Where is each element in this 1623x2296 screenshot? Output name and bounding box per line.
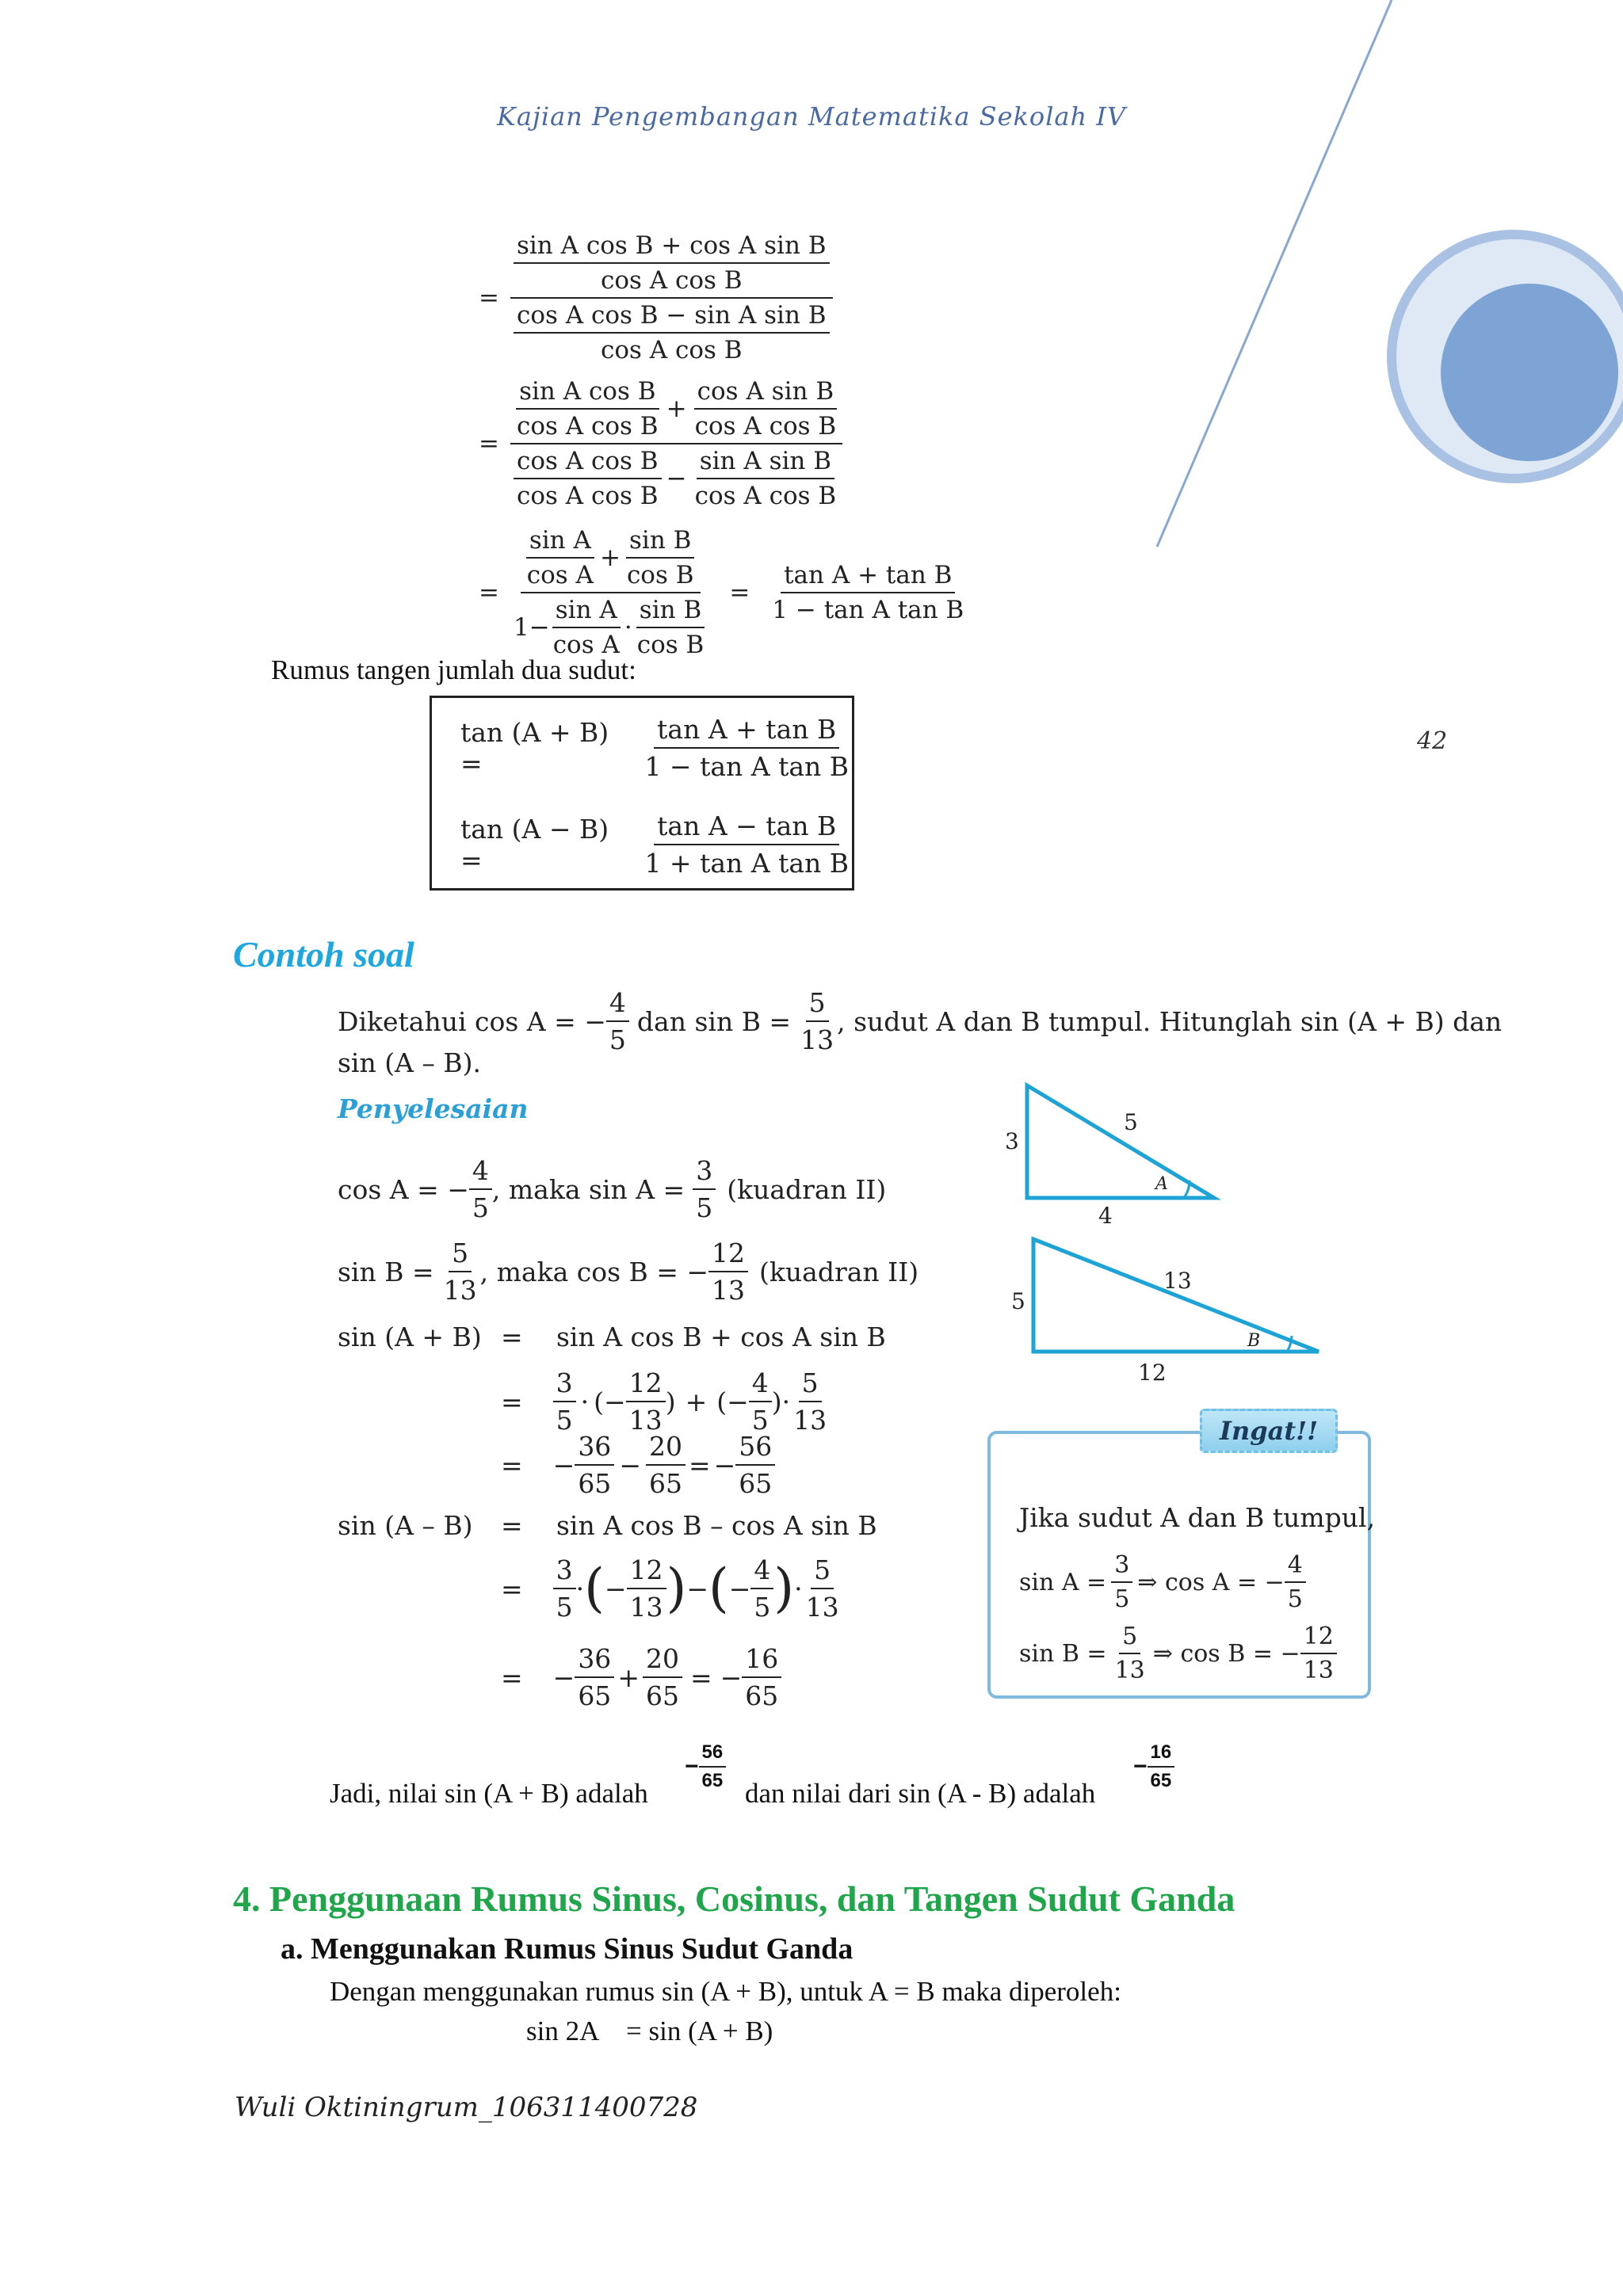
term: sin B — [636, 596, 705, 628]
tan-sum-lhs: tan (A + B) = — [460, 717, 609, 779]
fraction-den: 5 — [754, 1592, 771, 1623]
term: cos A sin B — [694, 377, 837, 410]
ingat-tag: Ingat!! — [1200, 1409, 1338, 1453]
triangle-a-figure — [983, 1070, 1252, 1236]
conclusion-text-a: Jadi, nilai sin (A + B) adalah — [330, 1778, 648, 1809]
subsection-a-title: a. Menggunakan Rumus Sinus Sudut Ganda — [281, 1932, 854, 1966]
page-header: Kajian Pengembangan Matematika Sekolah IV — [496, 101, 1127, 132]
fraction-den: 13 — [1303, 1657, 1334, 1684]
text: , maka sin A = — [491, 1173, 685, 1205]
fraction-den: 13 — [712, 1275, 746, 1306]
derivation-step-2: = $\frac{\text{sin A cos B}}{\text{cos A cos B}}$ + $\frac{\text{cos A sin B}}{\text{cos A cos B}}$ $\frac{\text{cos A cos B}}{\text{cos A cos B}}$ − $\frac{\text{sin A sin B}}{\text{cos A cos B}}$ — [479, 377, 842, 510]
fraction-num: 4 — [606, 987, 629, 1022]
fraction-den: 65 — [1150, 1770, 1172, 1791]
fraction-num: 5 — [806, 987, 829, 1022]
fraction-den: 5 — [556, 1592, 573, 1623]
text: sin (A – B) — [338, 1510, 473, 1541]
fraction-num: 16 — [742, 1643, 781, 1678]
ingat-line-2 — [1019, 1551, 1306, 1613]
fraction-num: 56 — [735, 1431, 775, 1466]
fraction-den: 13 — [628, 1405, 663, 1436]
fraction-num: 20 — [646, 1431, 685, 1466]
triangle-b-side-left: 5 — [1011, 1288, 1025, 1314]
fraction-den: 13 — [793, 1405, 827, 1436]
fraction-den: 5 — [556, 1405, 573, 1436]
fraction-num: 12 — [708, 1238, 748, 1272]
term: cos A cos B — [516, 412, 659, 441]
conclusion-value-a: − $\frac{56}{65}$ — [685, 1741, 726, 1792]
term: tan A + tan B — [781, 561, 955, 593]
sin2a-lhs: sin 2A — [526, 2016, 600, 2046]
diff-line-1: sin (A – B) = sin A cos B – cos A sin B — [338, 1510, 877, 1541]
triangle-b-hyp: 13 — [1163, 1268, 1192, 1294]
triangle-b-angle: B — [1247, 1331, 1261, 1351]
fraction-den: 65 — [745, 1680, 779, 1711]
page-footer: Wuli Oktiningrum_106311400728 — [235, 2092, 698, 2123]
term: cos A cos B — [694, 412, 837, 441]
fraction-den: 5 — [1287, 1585, 1303, 1613]
term: cos A cos B — [694, 482, 837, 510]
section-4-title: 4. Penggunaan Rumus Sinus, Cosinus, dan Tangen Sudut Ganda — [233, 1878, 1235, 1919]
fraction-num: 4 — [749, 1367, 772, 1402]
text: sin A cos B – cos A sin B — [556, 1510, 877, 1541]
text: sin A = — [1019, 1568, 1107, 1596]
derivation-step-3: = $\frac{\text{sin A}}{\text{cos A}}$ + $\frac{\text{sin B}}{\text{cos B}}$ 1− $\frac{\text{sin A}}{\text{cos A}}$ · $\frac{\text{sin B}}{\text{cos B}}$ = $\frac{\text{tan A + tan B}}{\text{1 − tan A tan B}}$ — [479, 526, 967, 659]
fraction-num: 12 — [1300, 1623, 1337, 1654]
term: cos B — [626, 561, 694, 589]
fraction-num: 5 — [449, 1238, 472, 1272]
formula-box — [430, 696, 854, 891]
tan-sum-den: 1 − tan A tan B — [644, 751, 849, 782]
sum-line-2: = $\frac{3}{5}$ · (− $\frac{12}{13}$ ) + (− $\frac{4}{5}$ )· $\frac{5}{13}$ — [501, 1367, 830, 1436]
term: cos A — [552, 631, 620, 659]
solution-line-2 — [338, 1238, 918, 1306]
fraction-num: 36 — [575, 1643, 614, 1678]
fraction-num: 5 — [811, 1554, 834, 1589]
formula-intro: Rumus tangen jumlah dua sudut: — [271, 654, 636, 685]
penyelesaian-label: Penyelesaian — [338, 1093, 529, 1124]
term: sin A — [526, 526, 594, 559]
fraction-num: 16 — [1148, 1741, 1175, 1768]
term: cos A cos B — [514, 447, 662, 479]
derivation-step-1: = $\frac{\frac{\text{sin A cos B + cos A sin B}}{\text{cos A cos B}}}{\frac{\text{cos A cos B − sin A sin B}}{\text{cos A cos B}}}$ — [479, 231, 833, 364]
text: sin A cos B + cos A sin B — [556, 1322, 886, 1352]
fraction-den: 5 — [609, 1024, 626, 1055]
fraction-den: 65 — [578, 1468, 612, 1499]
fraction-den: 13 — [800, 1024, 834, 1055]
text: sin (A + B) — [338, 1322, 482, 1352]
fraction-den: 65 — [701, 1770, 724, 1791]
triangle-a-angle: A — [1155, 1174, 1168, 1194]
tan-diff-den: 1 + tan A tan B — [644, 848, 849, 879]
fraction-num: 12 — [626, 1367, 666, 1402]
page-number: 42 — [1417, 727, 1448, 755]
fraction-num: 12 — [627, 1554, 666, 1589]
problem-part: , sudut A dan B tumpul. Hitunglah sin (A + B) dan — [837, 1005, 1503, 1037]
fraction-den: 13 — [805, 1592, 839, 1623]
text: sin B = — [338, 1256, 434, 1287]
corner-decoration — [1141, 0, 1623, 555]
solution-line-1 — [338, 1155, 886, 1223]
conclusion-text-b: dan nilai dari sin (A - B) adalah — [745, 1778, 1096, 1809]
ingat-line-3 — [1019, 1623, 1337, 1684]
fraction-num: 3 — [553, 1367, 576, 1402]
fraction-den: 13 — [443, 1275, 477, 1306]
triangle-b-base: 12 — [1138, 1360, 1167, 1386]
term: sin B — [626, 526, 694, 559]
term: sin A cos B + cos A sin B — [514, 231, 830, 264]
sum-line-3: = − $\frac{36}{65}$ − $\frac{20}{65}$ = − $\frac{56}{65}$ — [501, 1431, 775, 1499]
triangle-a-side-left: 3 — [1005, 1128, 1019, 1154]
fraction-num: 5 — [1119, 1623, 1140, 1654]
fraction-num: 56 — [699, 1741, 727, 1768]
term: cos B — [636, 631, 705, 659]
text: (kuadran II) — [727, 1173, 887, 1205]
term: sin A — [552, 596, 621, 628]
fraction-den: 65 — [578, 1680, 612, 1711]
fraction-den: 65 — [645, 1680, 679, 1711]
problem-part: Diketahui cos A = − — [338, 1005, 606, 1037]
fraction-den: 13 — [629, 1592, 663, 1623]
fraction-num: 4 — [750, 1554, 773, 1589]
fraction-den: 65 — [648, 1468, 682, 1499]
triangle-a-hyp: 5 — [1124, 1109, 1138, 1135]
problem-part: dan sin B = — [636, 1005, 792, 1037]
text: ⇒ cos B = − — [1152, 1639, 1300, 1668]
ingat-line-1: Jika sudut A dan B tumpul, — [1019, 1502, 1376, 1533]
problem-statement — [338, 987, 1502, 1055]
diff-line-2: = $\frac{3}{5}$ · ( − $\frac{12}{13}$ ) − ( − $\frac{4}{5}$ ) · $\frac{5}{13}$ — [501, 1554, 842, 1623]
fraction-num: 5 — [799, 1367, 822, 1402]
fraction-den: 5 — [751, 1405, 769, 1436]
fraction-den: 5 — [696, 1192, 713, 1223]
term: cos A cos B — [600, 266, 743, 295]
text: , maka cos B = − — [479, 1256, 709, 1287]
fraction-num: 36 — [575, 1431, 614, 1466]
term: 1 − tan A tan B — [772, 596, 964, 624]
text: (kuadran II) — [759, 1256, 919, 1287]
fraction-den: 5 — [1114, 1585, 1130, 1613]
text: sin B = — [1019, 1639, 1107, 1668]
sin2a-rhs: = sin (A + B) — [626, 2016, 773, 2046]
conclusion-value-b: − $\frac{16}{65}$ — [1133, 1741, 1174, 1792]
problem-statement-2: sin (A – B). — [338, 1047, 482, 1078]
contoh-soal-heading: Contoh soal — [233, 934, 414, 974]
fraction-num: 4 — [469, 1155, 492, 1190]
fraction-num: 3 — [693, 1155, 716, 1190]
fraction-num: 20 — [643, 1643, 682, 1678]
term: cos A cos B — [600, 336, 743, 364]
text: ⇒ cos A = − — [1137, 1568, 1285, 1596]
fraction-num: 3 — [1111, 1551, 1132, 1583]
fraction-num: 4 — [1285, 1551, 1306, 1583]
diff-line-3: = − $\frac{36}{65}$ + $\frac{20}{65}$ = − $\frac{16}{65}$ — [501, 1643, 781, 1711]
term: sin A cos B — [516, 377, 659, 410]
fraction-den: 65 — [739, 1468, 773, 1499]
fraction-den: 5 — [472, 1192, 489, 1223]
tan-diff-lhs: tan (A − B) = — [460, 814, 609, 875]
term: cos A — [526, 561, 594, 589]
term: cos A cos B − sin A sin B — [514, 301, 830, 334]
fraction-num: 3 — [553, 1554, 576, 1589]
triangle-a-base: 4 — [1098, 1203, 1113, 1229]
term: cos A cos B — [516, 482, 659, 510]
fraction-den: 13 — [1114, 1657, 1145, 1684]
section-4-text: Dengan menggunakan rumus sin (A + B), untuk A = B maka diperoleh: — [330, 1976, 1121, 2007]
text: cos A = − — [338, 1173, 469, 1205]
sum-line-1: sin (A + B) = sin A cos B + cos A sin B — [338, 1322, 886, 1352]
tan-sum-num: tan A + tan B — [654, 714, 839, 749]
tan-diff-num: tan A − tan B — [654, 810, 839, 845]
term: sin A sin B — [697, 447, 834, 479]
